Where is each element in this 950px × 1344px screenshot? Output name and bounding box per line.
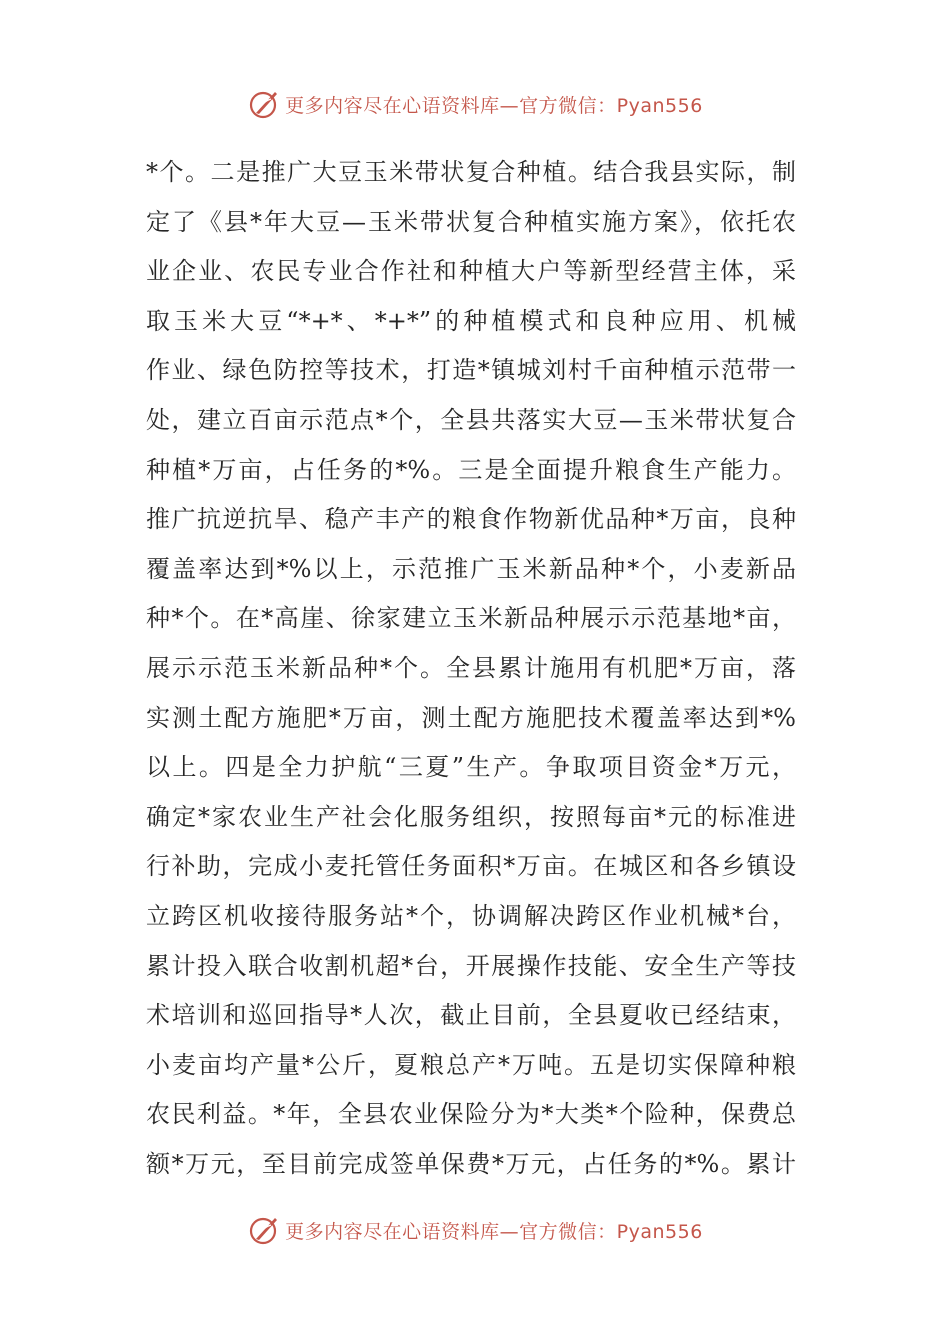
body-line: 以上。四是全力护航“三夏”生产。争取项目资金*万元， [146, 753, 796, 782]
body-line: 业企业、农民专业合作社和种植大户等新型经营主体，采 [146, 257, 796, 286]
document-body [146, 148, 796, 1189]
body-line: 农民利益。*年，全县农业保险分为*大类*个险种，保费总 [146, 1100, 796, 1129]
body-line: 覆盖率达到*%以上，示范推广玉米新品种*个，小麦新品 [146, 554, 796, 583]
header-banner-text: 更多内容尽在心语资料库—官方微信：Pyan556 [285, 94, 703, 117]
body-line: 行补助，完成小麦托管任务面积*万亩。在城区和各乡镇设 [146, 852, 796, 881]
body-line: 种植*万亩，占任务的*%。三是全面提升粮食生产能力。 [146, 455, 796, 484]
body-line: 确定*家农业生产社会化服务组织，按照每亩*元的标准进 [146, 802, 796, 831]
body-line: 小麦亩均产量*公斤，夏粮总产*万吨。五是切实保障种粮 [146, 1050, 796, 1079]
body-line: 展示示范玉米新品种*个。全县累计施用有机肥*万亩，落 [146, 653, 796, 682]
header-banner [0, 84, 950, 124]
footer-banner [0, 1210, 950, 1250]
footer-banner-text: 更多内容尽在心语资料库—官方微信：Pyan556 [285, 1220, 703, 1243]
body-line: 术培训和巡回指导*人次，截止目前，全县夏收已经结束， [146, 1001, 796, 1030]
body-line: 推广抗逆抗旱、稳产丰产的粮食作物新优品种*万亩，良种 [146, 505, 796, 534]
body-line: 处，建立百亩示范点*个，全县共落实大豆—玉米带状复合 [146, 405, 796, 434]
body-line: *个。二是推广大豆玉米带状复合种植。结合我县实际，制 [146, 158, 796, 186]
body-line: 额*万元，至目前完成签单保费*万元，占任务的*%。累计 [146, 1149, 796, 1178]
body-line: 累计投入联合收割机超*台，开展操作技能、安全生产等技 [146, 951, 796, 980]
body-line: 立跨区机收接待服务站*个，协调解决跨区作业机械*台， [146, 901, 796, 930]
quill-logo-icon [247, 87, 281, 121]
quill-logo-icon [247, 1213, 281, 1247]
body-line: 定了《县*年大豆—玉米带状复合种植实施方案》，依托农 [146, 207, 796, 236]
body-line: 取玉米大豆“*+*、*+*”的种植模式和良种应用、机械 [146, 306, 796, 335]
body-line: 种*个。在*高崖、徐家建立玉米新品种展示示范基地*亩， [146, 604, 796, 633]
body-line: 作业、绿色防控等技术，打造*镇城刘村千亩种植示范带一 [146, 356, 796, 385]
body-line: 实测土配方施肥*万亩，测土配方施肥技术覆盖率达到*% [146, 703, 796, 732]
